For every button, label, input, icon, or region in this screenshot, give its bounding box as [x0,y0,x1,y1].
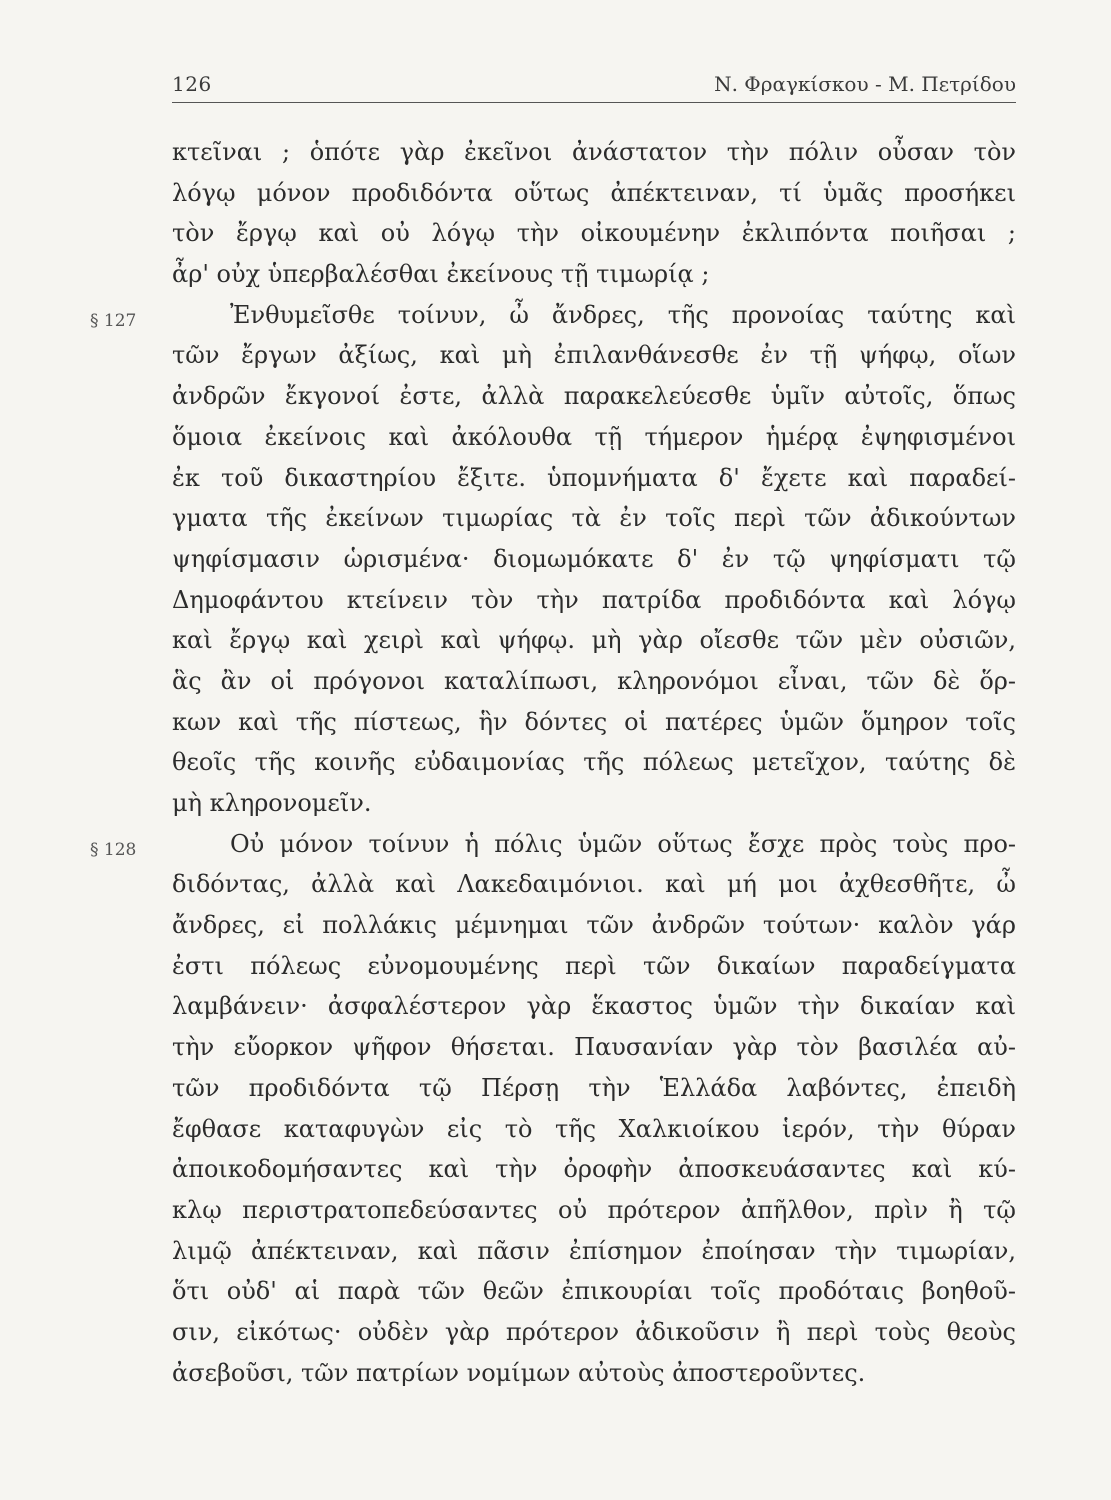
text-line: γματα τῆς ἐκείνων τιμωρίας τὰ ἐν τοῖς περὶ τῶν ἀδικούντων [172,504,1016,533]
page-header [172,70,1016,103]
text-line: ἔφθασε καταφυγὼν εἰς τὸ τῆς Χαλκιοίκου ἱερόν, τὴν θύραν [172,1114,1016,1143]
text-line: ἀσεβοῦσι, τῶν πατρίων νομίμων αὐτοὺς ἀποστεροῦντες. [172,1358,866,1387]
text-line: τῶν ἔργων ἀξίως, καὶ μὴ ἐπιλανθάνεσθε ἐν τῇ ψήφῳ, οἵων [172,341,1016,370]
paragraph-start-line: Ἐνθυμεῖσθε τοίνυν, ὦ ἄνδρες, τῆς προνοίας ταύτης καὶ [230,300,1016,329]
body-text [172,132,1016,1393]
text-line: τὴν εὔορκον ψῆφον θήσεται. Παυσανίαν γὰρ τὸν βασιλέα αὐ- [172,1033,1016,1062]
paragraph-start-line: Οὐ μόνον τοίνυν ἡ πόλις ὑμῶν οὕτως ἔσχε πρὸς τοὺς προ- [230,829,1016,858]
text-line: ἄνδρες, εἰ πολλάκις μέμνημαι τῶν ἀνδρῶν τούτων· καλὸν γάρ [172,911,1016,940]
text-line: τὸν ἔργῳ καὶ οὐ λόγῳ τὴν οἰκουμένην ἐκλιπόντα ποιῆσαι ; [172,219,1016,248]
text-line: ἆρ' οὐχ ὑπερβαλέσθαι ἐκείνους τῇ τιμωρίᾳ ; [172,260,710,289]
text-line: καὶ ἔργῳ καὶ χειρὶ καὶ ψήφῳ. μὴ γὰρ οἴεσθε τῶν μὲν οὐσιῶν, [172,626,1016,655]
text-line: κων καὶ τῆς πίστεως, ἣν δόντες οἱ πατέρες ὑμῶν ὅμηρον τοῖς [172,707,1016,736]
text-line: τῶν προδιδόντα τῷ Πέρσῃ τὴν Ἑλλάδα λαβόντες, ἐπειδὴ [172,1073,1016,1102]
section-marker-127: § 127 [90,311,137,331]
text-line: ἀνδρῶν ἔκγονοί ἐστε, ἀλλὰ παρακελεύεσθε ὑμῖν αὐτοῖς, ὅπως [172,382,1016,411]
text-line: ὅμοια ἐκείνοις καὶ ἀκόλουθα τῇ τήμερον ἡμέρᾳ ἐψηφισμένοι [172,422,1016,451]
text-line: σιν, εἰκότως· οὐδὲν γὰρ πρότερον ἀδικοῦσιν ἢ περὶ τοὺς θεοὺς [172,1317,1016,1346]
running-head: Ν. Φραγκίσκου - Μ. Πετρίδου [714,72,1016,96]
text-line: λαμβάνειν· ἀσφαλέστερον γὰρ ἕκαστος ὑμῶν τὴν δικαίαν καὶ [172,992,1016,1021]
text-line: Δημοφάντου κτείνειν τὸν τὴν πατρίδα προδιδόντα καὶ λόγῳ [172,585,1016,614]
text-line: μὴ κληρονομεῖν. [172,789,372,817]
text-line: κτεῖναι ; ὁπότε γὰρ ἐκεῖνοι ἀνάστατον τὴν πόλιν οὖσαν τὸν [172,138,1016,166]
text-line: θεοῖς τῆς κοινῆς εὐδαιμονίας τῆς πόλεως μετεῖχον, ταύτης δὲ [172,748,1016,777]
text-line: λιμῷ ἀπέκτειναν, καὶ πᾶσιν ἐπίσημον ἐποίησαν τὴν τιμωρίαν, [172,1236,1016,1265]
text-line: διδόντας, ἀλλὰ καὶ Λακεδαιμόνιοι. καὶ μή μοι ἀχθεσθῆτε, ὦ [172,870,1016,899]
text-line: ὅτι οὐδ' αἱ παρὰ τῶν θεῶν ἐπικουρίαι τοῖς προδόταις βοηθοῦ- [172,1277,1016,1306]
text-line: ἃς ἂν οἱ πρόγονοι καταλίπωσι, κληρονόμοι εἶναι, τῶν δὲ ὅρ- [172,666,1016,695]
page-number: 126 [172,72,212,96]
text-line: ἐκ τοῦ δικαστηρίου ἔξιτε. ὑπομνήματα δ' ἔχετε καὶ παραδεί- [172,463,1016,492]
section-marker-128: § 128 [90,840,137,860]
text-line: ψηφίσμασιν ὡρισμένα· διομωμόκατε δ' ἐν τῷ ψηφίσματι τῷ [172,544,1016,573]
text-line: ἀποικοδομήσαντες καὶ τὴν ὀροφὴν ἀποσκευάσαντες καὶ κύ- [172,1155,1016,1184]
text-line: λόγῳ μόνον προδιδόντα οὕτως ἀπέκτειναν, τί ὑμᾶς προσήκει [172,178,1016,207]
text-line: ἐστι πόλεως εὐνομουμένης περὶ τῶν δικαίων παραδείγματα [172,951,1016,980]
text-line: κλῳ περιστρατοπεδεύσαντες οὐ πρότερον ἀπῆλθον, πρὶν ἢ τῷ [172,1195,1016,1224]
